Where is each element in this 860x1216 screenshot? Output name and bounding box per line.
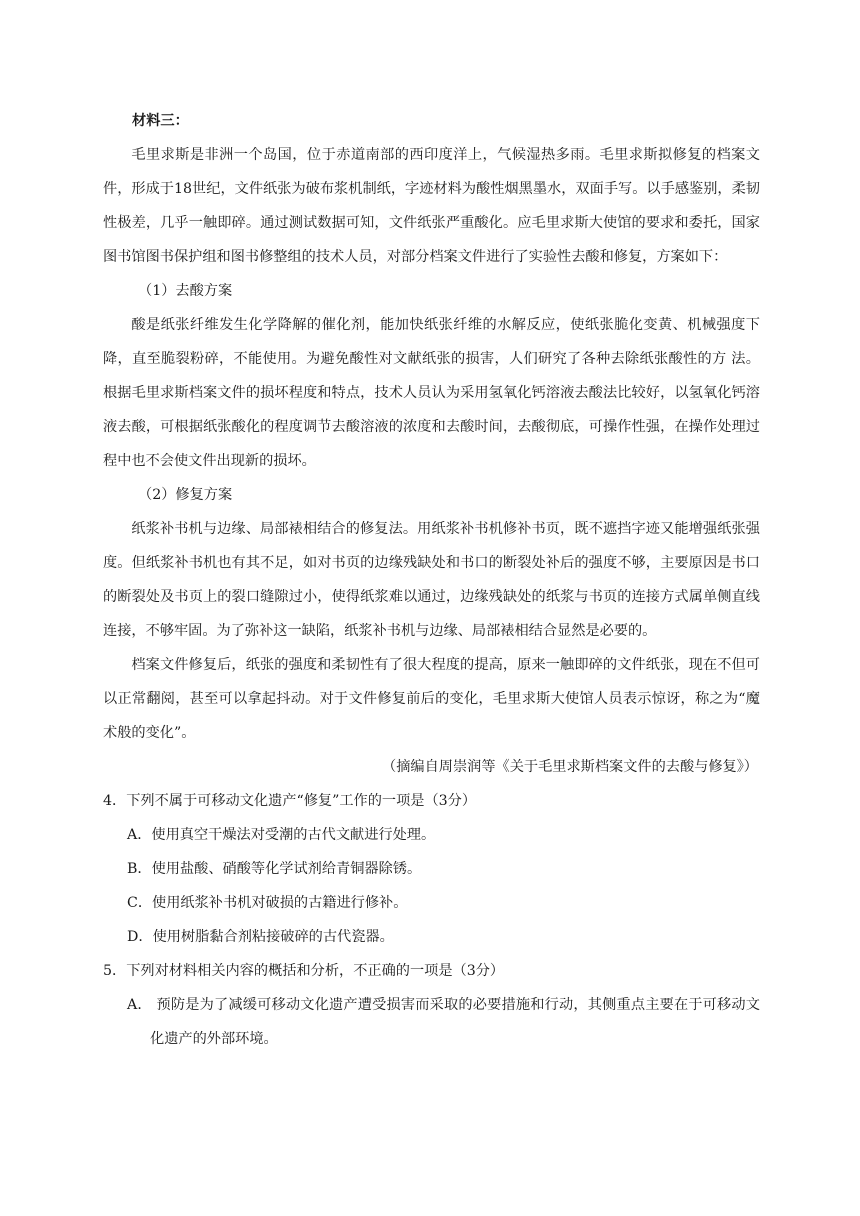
question-4-option-c: C．使用纸浆补书机对破损的古籍进行修补。 [127, 895, 408, 911]
question-4-option-b: B．使用盐酸、硝酸等化学试剂给青铜器除锈。 [127, 861, 422, 877]
question-5-option-a: A． 预防是为了减缓可移动文化遗产遭受损害而采取的必要措施和行动，其侧重点主要在于可移动文化遗产的外部环境。 [127, 997, 760, 1047]
question-4-stem: 4．下列不属于可移动文化遗产“修复”工作的一项是（3分） [103, 793, 477, 809]
intro-paragraph: 毛里求斯是非洲一个岛国，位于赤道南部的西印度洋上，气候湿热多雨。毛里求斯拟修复的档案文件，形成于18世纪，文件纸张为破布浆机制纸，字迹材料为酸性烟黑墨水，双面手写。以手感鉴别，柔韧性极差，几乎一触即碎。通过测试数据可知，文件纸张严重酸化。应毛里求斯大使馆的要求和委托，国家图书馆图书保护组和图书修整组的技术人员，对部分档案文件进行了实验性去酸和修复，方案如下： [103, 147, 760, 265]
material-heading: 材料三： [132, 113, 189, 129]
question-4-option-d: D．使用树脂黏合剂粘接破碎的古代瓷器。 [127, 929, 394, 945]
source-citation: （摘编自周崇润等《关于毛里求斯档案文件的去酸与修复》） [382, 759, 758, 775]
question-4-option-a: A．使用真空干燥法对受潮的古代文献进行处理。 [127, 827, 436, 843]
section-heading-repair: （2）修复方案 [138, 487, 233, 503]
question-5-stem: 5．下列对材料相关内容的概括和分析，不正确的一项是（3分） [103, 963, 505, 979]
deacid-paragraph: 酸是纸张纤维发生化学降解的催化剂，能加快纸张纤维的水解反应，使纸张脆化变黄、机械强度下降，直至脆裂粉碎，不能使用。为避免酸性对文献纸张的损害，人们研究了各种去除纸张酸性的方 法。根据毛里求斯档案文件的损坏程度和特点，技术人员认为采用氢氧化钙溶液去酸法比较好，以氢氧化钙溶液去酸，可根据纸张酸化的程度调节去酸溶液的浓度和去酸时间，去酸彻底，可操作性强，在操作处理过程中也不会使文件出现新的损坏。 [103, 317, 760, 469]
repair-paragraph: 纸浆补书机与边缘、局部裱相结合的修复法。用纸浆补书机修补书页，既不遮挡字迹又能增强纸张强度。但纸浆补书机也有其不足，如对书页的边缘残缺处和书口的断裂处补后的强度不够，主要原因是书口的断裂处及书页上的裂口缝隙过小，使得纸浆难以通过，边缘残缺处的纸浆与书页的连接方式属单侧直线连接，不够牢固。为了弥补这一缺陷，纸浆补书机与边缘、局部裱相结合显然是必要的。 [103, 521, 760, 639]
section-heading-deacid: （1）去酸方案 [138, 283, 233, 299]
result-paragraph: 档案文件修复后，纸张的强度和柔韧性有了很大程度的提高，原来一触即碎的文件纸张，现在不但可以正常翻阅，甚至可以拿起抖动。对于文件修复前后的变化，毛里求斯大使馆人员表示惊讶，称之为“魔术般的变化”。 [103, 657, 760, 741]
